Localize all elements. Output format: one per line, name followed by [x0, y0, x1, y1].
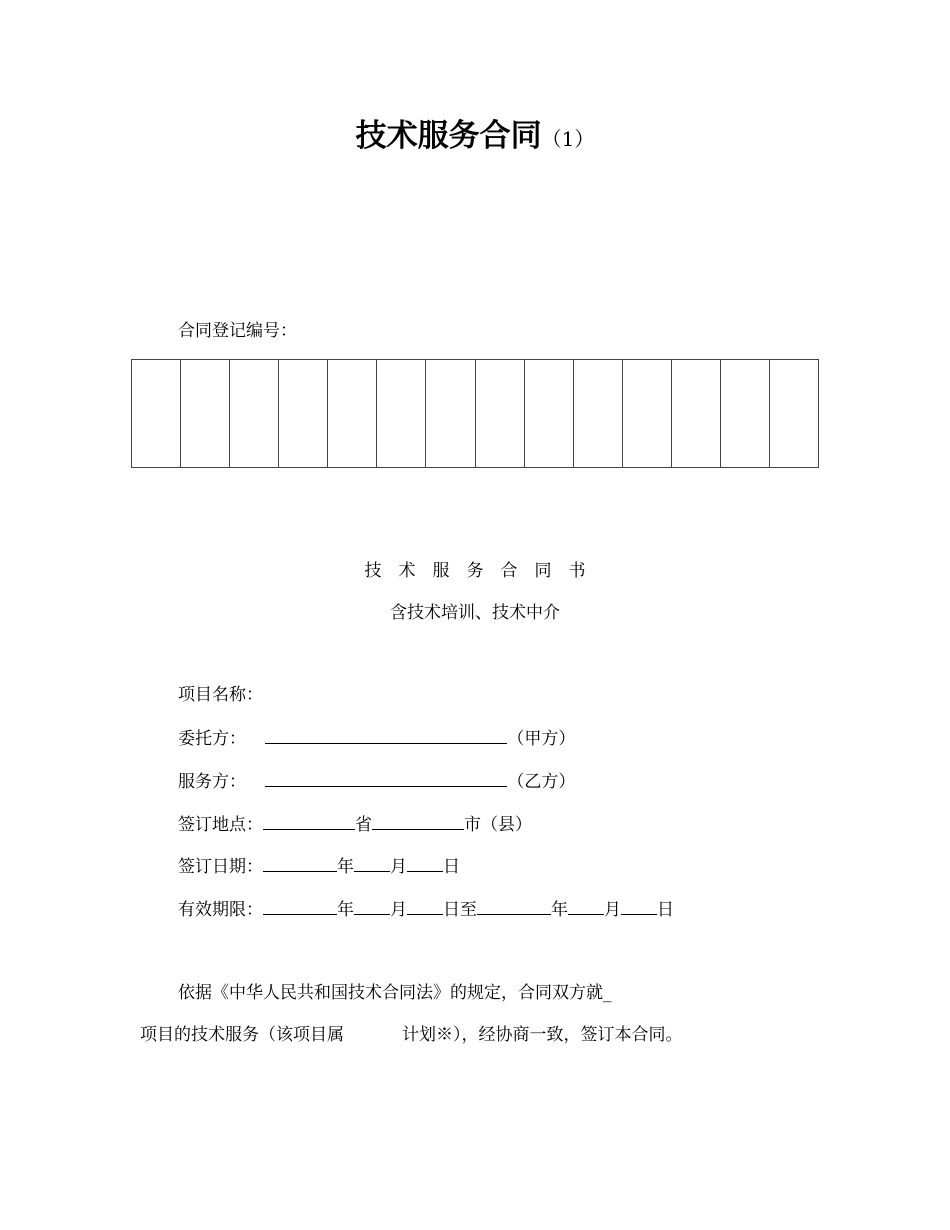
registration-cell — [672, 360, 721, 467]
province-blank[interactable] — [263, 812, 355, 830]
registration-cell — [132, 360, 181, 467]
validity-end-year-text: 年 — [551, 900, 568, 920]
validity-to-text: 日至 — [443, 900, 477, 920]
contract-book-subtitle: 含技术培训、技术中介 — [390, 603, 560, 623]
validity-start-year-blank[interactable] — [263, 897, 337, 915]
document-title — [0, 114, 950, 163]
validity-start-year-text: 年 — [337, 900, 354, 920]
place-row — [178, 812, 532, 836]
date-year-blank[interactable] — [263, 854, 337, 872]
project-name-row — [178, 684, 263, 706]
registration-cell — [476, 360, 525, 467]
client-row — [178, 726, 575, 750]
registration-cell — [279, 360, 328, 467]
contract-book-title: 技术服务合同书 — [364, 561, 603, 581]
project-name-label: 项目名称： — [178, 685, 263, 705]
validity-end-year-blank[interactable] — [477, 897, 551, 915]
validity-end-month-blank[interactable] — [568, 897, 604, 915]
registration-cell — [623, 360, 672, 467]
city-text: 市（县） — [464, 815, 532, 835]
registration-cell — [328, 360, 377, 467]
registration-cell — [377, 360, 426, 467]
registration-cell — [525, 360, 574, 467]
date-row — [178, 854, 460, 878]
date-year-text: 年 — [337, 857, 354, 877]
provider-label: 服务方： — [178, 772, 246, 792]
date-month-blank[interactable] — [354, 854, 390, 872]
validity-start-month-blank[interactable] — [354, 897, 390, 915]
preamble-line-2b: 计划※），经协商一致，签订本合同。 — [402, 1025, 683, 1045]
validity-start-day-blank[interactable] — [407, 897, 443, 915]
preamble-line-2 — [140, 1024, 683, 1046]
client-label: 委托方： — [178, 729, 246, 749]
place-label: 签订地点： — [178, 815, 263, 835]
registration-cell — [770, 360, 818, 467]
date-label: 签订日期： — [178, 857, 263, 877]
validity-end-day-text: 日 — [657, 900, 674, 920]
preamble-line-1: 依据《中华人民共和国技术合同法》的规定，合同双方就_ — [178, 983, 612, 1003]
provider-blank[interactable] — [265, 769, 507, 787]
validity-label: 有效期限： — [178, 900, 263, 920]
registration-cell — [181, 360, 230, 467]
city-blank[interactable] — [372, 812, 464, 830]
validity-end-month-text: 月 — [604, 900, 621, 920]
validity-row — [178, 897, 674, 921]
registration-cell — [721, 360, 770, 467]
title-main: 技术服务合同 — [355, 118, 542, 154]
province-text: 省 — [355, 815, 372, 835]
title-number: （1） — [541, 127, 595, 151]
date-month-text: 月 — [390, 857, 407, 877]
provider-suffix: （乙方） — [507, 772, 576, 792]
date-day-text: 日 — [443, 857, 460, 877]
client-blank[interactable] — [265, 726, 507, 744]
registration-cell — [426, 360, 475, 467]
preamble-line-2a: 项目的技术服务（该项目属 — [140, 1025, 344, 1045]
validity-end-day-blank[interactable] — [621, 897, 657, 915]
date-day-blank[interactable] — [407, 854, 443, 872]
registration-cell — [230, 360, 279, 467]
registration-cell — [574, 360, 623, 467]
provider-row — [178, 769, 575, 793]
registration-label: 合同登记编号： — [178, 321, 297, 341]
registration-number-grid — [131, 359, 819, 468]
client-suffix: （甲方） — [507, 729, 576, 749]
validity-start-month-text: 月 — [390, 900, 407, 920]
